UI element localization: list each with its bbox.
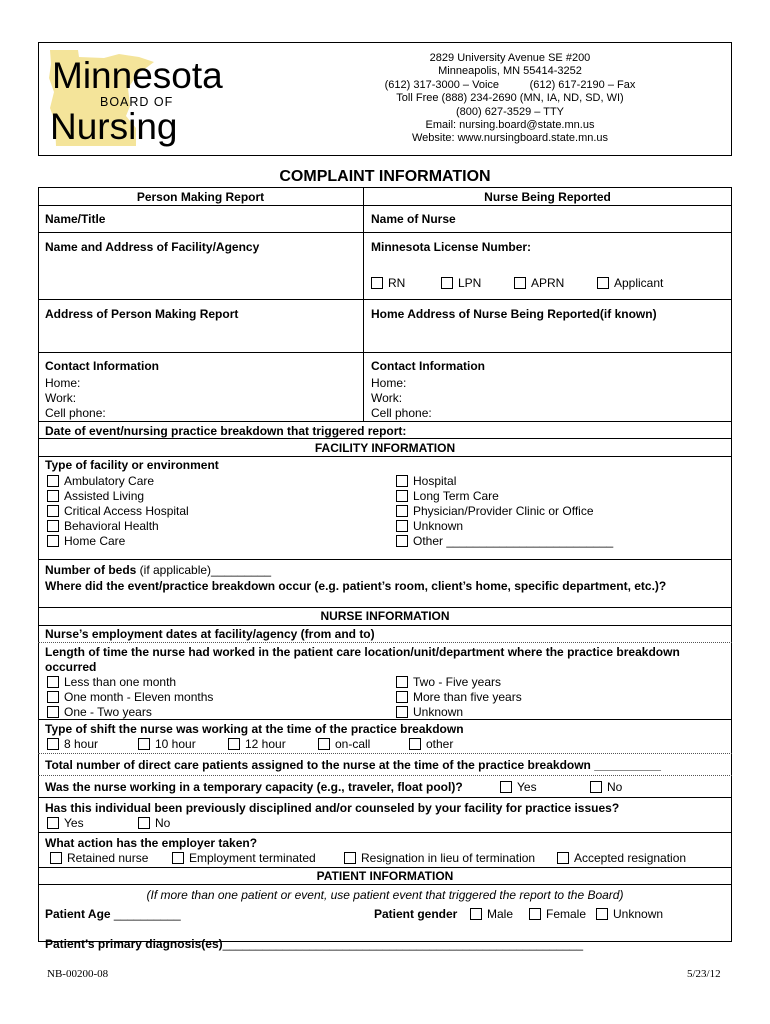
facility-option[interactable]: Physician/Provider Clinic or Office [396, 504, 594, 518]
field-nurse-name[interactable]: Name of Nurse [371, 212, 456, 226]
address-line: (800) 627-3529 – TTY [455, 105, 565, 118]
svg-text:Nursing [50, 106, 178, 147]
temporary-yes[interactable]: Yes [500, 780, 537, 794]
email-line[interactable]: Email: nursing.board@state.mn.us [425, 119, 595, 132]
field-event-location[interactable]: Where did the event/practice breakdown occur (e.g. patient’s room, client’s home, specific department, etc.)? [45, 579, 667, 593]
reporter-cell-phone[interactable]: Cell phone: [45, 406, 106, 420]
rule [38, 797, 732, 798]
checkbox[interactable] [396, 706, 408, 718]
license-type-lpn[interactable]: LPN [441, 276, 481, 290]
rule [38, 625, 732, 626]
field-total-patients[interactable]: Total number of direct care patients assigned to the nurse at the time of the practice breakdown __________ [45, 758, 661, 772]
temporary-no[interactable]: No [590, 780, 622, 794]
reporter-contact-heading: Contact Information [45, 359, 159, 373]
checkbox[interactable] [47, 535, 59, 547]
rule [38, 232, 732, 233]
checkbox[interactable] [47, 490, 59, 502]
tenure-option[interactable]: Two - Five years [396, 675, 501, 689]
checkbox[interactable] [396, 490, 408, 502]
checkbox[interactable] [47, 676, 59, 688]
rule [38, 187, 732, 188]
action-terminated[interactable]: Employment terminated [172, 851, 316, 865]
logo-word-nursing: Nursing [50, 106, 178, 147]
checkbox[interactable] [318, 738, 330, 750]
checkbox[interactable] [470, 908, 482, 920]
tenure-option[interactable]: One - Two years [47, 705, 152, 719]
website-line[interactable]: Website: www.nursingboard.state.mn.us [411, 132, 609, 145]
length-of-time-label-cont: occurred [45, 660, 97, 674]
rule [38, 607, 732, 608]
checkbox[interactable] [396, 505, 408, 517]
rule [38, 642, 732, 643]
action-retained[interactable]: Retained nurse [50, 851, 148, 865]
shift-option-12-hour[interactable]: 12 hour [228, 737, 286, 751]
address-line: 2829 University Avenue SE #200 [429, 52, 591, 64]
column-divider [363, 187, 364, 421]
rule [38, 753, 732, 754]
gender-male[interactable]: Male [470, 907, 513, 921]
gender-female[interactable]: Female [529, 907, 586, 921]
rule [38, 456, 732, 457]
facility-option[interactable]: Behavioral Health [47, 519, 159, 533]
checkbox[interactable] [50, 852, 62, 864]
checkbox[interactable] [47, 475, 59, 487]
address-line: (612) 317-3000 – Voice (612) 617-2190 – Fax [384, 78, 636, 91]
checkbox[interactable] [590, 781, 602, 793]
rule [38, 299, 732, 300]
rule [38, 832, 732, 833]
rule [38, 719, 732, 720]
checkbox[interactable] [138, 738, 150, 750]
nurse-cell-phone[interactable]: Cell phone: [371, 406, 432, 420]
checkbox[interactable] [47, 691, 59, 703]
column-heading-reporter: Person Making Report [136, 190, 265, 204]
license-type-aprn[interactable]: APRN [514, 276, 564, 290]
field-facility-agency[interactable]: Name and Address of Facility/Agency [45, 240, 260, 254]
checkbox[interactable] [396, 676, 408, 688]
checkbox[interactable] [500, 781, 512, 793]
shift-option-other[interactable]: other [409, 737, 453, 751]
minnesota-logo [44, 48, 244, 148]
patient-section-heading: PATIENT INFORMATION [316, 869, 454, 883]
shift-option-10-hour[interactable]: 10 hour [138, 737, 196, 751]
action-resignation-in-lieu[interactable]: Resignation in lieu of termination [344, 851, 535, 865]
employer-action-label: What action has the employer taken? [45, 836, 258, 850]
facility-option[interactable]: Ambulatory Care [47, 474, 154, 488]
field-name-title[interactable]: Name/Title [45, 212, 106, 226]
rule [38, 884, 732, 885]
nurse-section-heading: NURSE INFORMATION [320, 609, 450, 623]
address-line: Toll Free (888) 234-2690 (MN, IA, ND, SD, WI) [396, 92, 624, 105]
discipline-no[interactable]: No [138, 816, 170, 830]
shift-type-label: Type of shift the nurse was working at the time of the practice breakdown [45, 722, 464, 736]
tenure-option[interactable]: One month - Eleven months [47, 690, 213, 704]
checkbox[interactable] [396, 535, 408, 547]
gender-unknown[interactable]: Unknown [596, 907, 663, 921]
facility-option[interactable]: Long Term Care [396, 489, 499, 503]
field-patient-age[interactable]: Patient Age __________ [45, 907, 181, 921]
tenure-option[interactable]: More than five years [396, 690, 522, 704]
form-title: COMPLAINT INFORMATION [279, 168, 491, 185]
tenure-option[interactable]: Unknown [396, 705, 463, 719]
checkbox[interactable] [597, 277, 609, 289]
length-of-time-label: Length of time the nurse had worked in the patient care location/unit/department where the practice breakdown [45, 645, 680, 659]
facility-option[interactable]: Hospital [396, 474, 456, 488]
facility-section-heading: FACILITY INFORMATION [314, 441, 456, 455]
patient-section-note: (If more than one patient or event, use patient event that triggered the report to the Board) [146, 888, 624, 902]
field-number-of-beds[interactable]: Number of beds (if applicable)_________ [45, 563, 272, 577]
field-event-date[interactable]: Date of event/nursing practice breakdown that triggered report: [45, 424, 407, 438]
field-license-number[interactable]: Minnesota License Number: [371, 240, 532, 254]
prior-discipline-label: Has this individual been previously disciplined and/or counseled by your facility for practice issues? [45, 801, 620, 815]
rule [38, 352, 732, 353]
checkbox[interactable] [557, 852, 569, 864]
nurse-home-phone[interactable]: Home: [371, 376, 407, 390]
patient-gender-label: Patient gender [374, 907, 458, 921]
facility-option[interactable]: Unknown [396, 519, 463, 533]
checkbox[interactable] [371, 277, 383, 289]
nurse-work-phone[interactable]: Work: [371, 391, 403, 405]
checkbox[interactable] [529, 908, 541, 920]
logo-word-board-of: BOARD OF [100, 95, 174, 109]
rule [38, 559, 732, 560]
checkbox[interactable] [47, 505, 59, 517]
field-primary-diagnosis[interactable]: Patient’s primary diagnosis(es)______________________________________________________ [45, 937, 583, 951]
checkbox[interactable] [47, 817, 59, 829]
nurse-contact-heading: Contact Information [371, 359, 485, 373]
checkbox[interactable] [47, 520, 59, 532]
license-type-applicant[interactable]: Applicant [597, 276, 663, 290]
svg-text:Minnesota [52, 55, 223, 96]
column-heading-nurse: Nurse Being Reported [484, 190, 611, 204]
checkbox[interactable] [228, 738, 240, 750]
rule [38, 438, 732, 439]
facility-option[interactable]: Assisted Living [47, 489, 144, 503]
field-employment-dates[interactable]: Nurse’s employment dates at facility/agency (from and to) [45, 627, 375, 641]
facility-option[interactable]: Critical Access Hospital [47, 504, 189, 518]
rule [38, 205, 732, 206]
address-line: Minneapolis, MN 55414-3252 [438, 65, 582, 78]
facility-type-label: Type of facility or environment [45, 458, 219, 472]
checkbox[interactable] [47, 706, 59, 718]
shift-option-on-call[interactable]: on-call [318, 737, 370, 751]
reporter-home-phone[interactable]: Home: [45, 376, 81, 390]
reporter-work-phone[interactable]: Work: [45, 391, 77, 405]
checkbox[interactable] [344, 852, 356, 864]
revision-date: 5/23/12 [687, 968, 721, 980]
checkbox[interactable] [396, 691, 408, 703]
checkbox[interactable] [396, 475, 408, 487]
rule [38, 421, 732, 422]
checkbox[interactable] [47, 738, 59, 750]
form-number: NB-00200-08 [47, 968, 109, 980]
temporary-capacity-label: Was the nurse working in a temporary capacity (e.g., traveler, float pool)? [45, 780, 463, 794]
checkbox[interactable] [396, 520, 408, 532]
facility-option-other[interactable]: Other _________________________ [396, 534, 613, 548]
facility-option[interactable]: Home Care [47, 534, 125, 548]
field-reporter-address[interactable]: Address of Person Making Report [45, 307, 239, 321]
shift-option-8-hour[interactable]: 8 hour [47, 737, 98, 751]
board-address [340, 52, 680, 146]
checkbox[interactable] [514, 277, 526, 289]
license-type-rn[interactable]: RN [371, 276, 405, 290]
logo-word-minnesota: Minnesota [52, 55, 223, 96]
checkbox[interactable] [441, 277, 453, 289]
discipline-yes[interactable]: Yes [47, 816, 84, 830]
checkbox[interactable] [409, 738, 421, 750]
action-accepted-resignation[interactable]: Accepted resignation [557, 851, 686, 865]
tenure-option[interactable]: Less than one month [47, 675, 176, 689]
checkbox[interactable] [138, 817, 150, 829]
checkbox[interactable] [596, 908, 608, 920]
checkbox[interactable] [172, 852, 184, 864]
rule [38, 775, 732, 776]
rule [38, 867, 732, 868]
field-nurse-address[interactable]: Home Address of Nurse Being Reported(if known) [371, 307, 657, 321]
